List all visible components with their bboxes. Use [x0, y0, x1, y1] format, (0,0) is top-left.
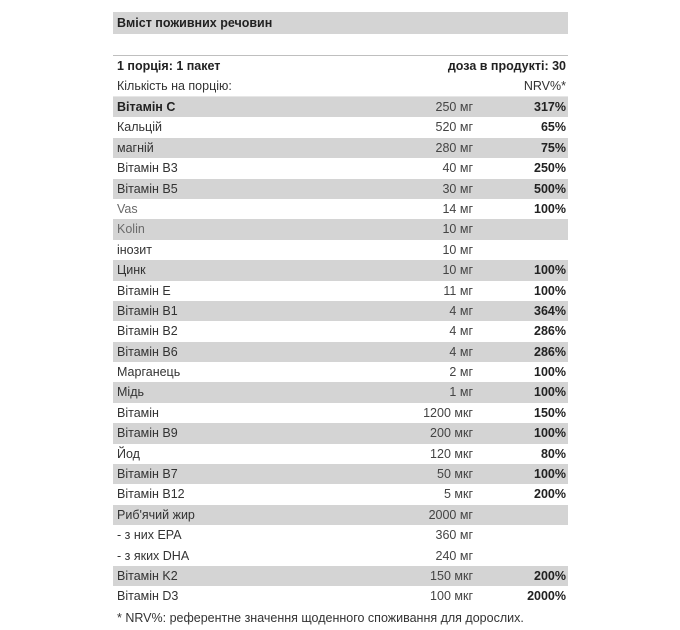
nutrient-nrv: 200% [534, 568, 566, 583]
nutrient-amount: 120 мкг [430, 446, 473, 461]
nutrient-nrv: 75% [540, 140, 566, 155]
footnote: * NRV%: референтне значення щоденного споживання для дорослих. [117, 610, 524, 625]
nutrient-nrv: 286% [534, 344, 566, 359]
table-row [113, 382, 568, 402]
nutrient-amount: 2 мг [449, 365, 473, 380]
serving-row [113, 56, 568, 76]
table-row [113, 219, 568, 239]
nutrient-nrv: 100% [534, 263, 566, 278]
nutrient-name: Вітамін B5 [117, 181, 178, 196]
serving-size: 1 порція: 1 пакет [117, 59, 221, 73]
nutrient-name: Вітамін B6 [117, 344, 178, 359]
nutrient-name: - з них EPA [117, 528, 182, 543]
table-row [113, 321, 568, 341]
table-row [113, 301, 568, 321]
nutrient-amount: 200 мкг [430, 426, 473, 441]
nutrient-amount: 10 мг [442, 222, 473, 237]
table-row [113, 444, 568, 464]
nutrient-name: Кальцій [117, 120, 162, 135]
nutrient-name: Мідь [117, 385, 144, 400]
nutrient-nrv: 100% [534, 385, 566, 400]
table-row [113, 179, 568, 199]
nutrient-amount: 14 мг [442, 201, 473, 216]
nutrient-nrv: 200% [534, 487, 566, 502]
nutrient-name: Vas [117, 201, 138, 216]
nutrient-amount: 240 мг [435, 548, 473, 563]
per-serving-row [113, 76, 568, 97]
nutrient-name: Вітамін B2 [117, 324, 178, 339]
table-row [113, 566, 568, 586]
nutrition-table [113, 12, 568, 627]
nutrient-rows [113, 97, 568, 607]
nutrient-amount: 250 мг [435, 100, 473, 114]
nutrient-amount: 4 мг [449, 324, 473, 339]
table-row [113, 342, 568, 362]
nutrient-amount: 2000 мг [428, 507, 473, 522]
table-row [113, 525, 568, 545]
table-row [113, 240, 568, 260]
nutrient-nrv: 500% [534, 181, 566, 196]
nutrient-name: Вітамін C [117, 100, 176, 114]
nutrient-nrv: 150% [534, 405, 566, 420]
nutrient-name: Вітамін B7 [117, 467, 178, 482]
nutrient-nrv: 100% [534, 201, 566, 216]
nutrient-name: інозит [117, 242, 152, 257]
nutrient-name: Вітамін E [117, 283, 171, 298]
nutrient-nrv: 286% [534, 324, 566, 339]
nutrient-amount: 1 мг [449, 385, 473, 400]
table-row [113, 158, 568, 178]
table-row [113, 586, 568, 606]
nutrient-name: Вітамін D3 [117, 589, 179, 604]
nutrient-amount: 280 мг [435, 140, 473, 155]
table-row [113, 362, 568, 382]
nutrient-amount: 100 мкг [430, 589, 473, 604]
nutrient-amount: 11 мг [443, 283, 473, 298]
nutrient-amount: 520 мг [435, 120, 473, 135]
nutrient-name: Марганець [117, 365, 181, 380]
nutrient-nrv: 65% [540, 120, 566, 135]
nutrient-amount: 50 мкг [437, 467, 473, 482]
nutrient-amount: 360 мг [435, 528, 473, 543]
nutrient-name: Вітамін B9 [117, 426, 178, 441]
nutrient-amount: 4 мг [449, 303, 473, 318]
table-row [113, 505, 568, 525]
nutrient-nrv: 100% [534, 365, 566, 380]
nutrient-nrv: 100% [534, 426, 566, 441]
nutrient-nrv: 364% [534, 303, 566, 318]
nutrient-nrv: 100% [534, 467, 566, 482]
table-row [113, 260, 568, 280]
nrv-header: NRV%* [523, 79, 566, 93]
nutrient-nrv: 317% [534, 100, 566, 114]
nutrient-nrv: 80% [540, 446, 566, 461]
table-row [113, 546, 568, 566]
table-row [113, 423, 568, 443]
nutrient-amount: 40 мг [442, 161, 473, 176]
nutrient-name: Цинк [117, 263, 146, 278]
nutrient-amount: 30 мг [442, 181, 473, 196]
nutrient-name: Вітамін B1 [117, 303, 178, 318]
nutrient-name: Йод [117, 446, 140, 461]
table-row [113, 403, 568, 423]
nutrient-nrv: 2000% [527, 589, 566, 604]
nutrient-name: Вітамін K2 [117, 568, 178, 583]
nutrient-name: - з яких DHA [117, 548, 190, 563]
nutrient-name: Вітамін B12 [117, 487, 185, 502]
nutrient-name: Kolin [117, 222, 145, 237]
table-row [113, 484, 568, 504]
nutrient-amount: 1200 мкг [423, 405, 473, 420]
table-row [113, 117, 568, 137]
table-row [113, 281, 568, 301]
table-title: Вміст поживних речовин [113, 12, 568, 34]
table-row [113, 138, 568, 158]
per-serving-label: Кількість на порцію: [117, 79, 232, 93]
nutrient-nrv: 100% [534, 283, 566, 298]
nutrient-name: магній [117, 140, 154, 155]
table-row [113, 199, 568, 219]
nutrient-name: Вітамін [117, 405, 159, 420]
nutrient-amount: 10 мг [442, 263, 473, 278]
nutrient-name: Вітамін B3 [117, 161, 178, 176]
servings-per-container: доза в продукті: 30 [447, 59, 566, 73]
table-row [113, 464, 568, 484]
nutrient-amount: 4 мг [449, 344, 473, 359]
nutrient-nrv: 250% [534, 161, 566, 176]
nutrient-name: Риб'ячий жир [117, 507, 195, 522]
nutrient-amount: 5 мкг [443, 487, 473, 502]
table-row [113, 97, 568, 117]
nutrient-amount: 10 мг [442, 242, 473, 257]
nutrient-amount: 150 мкг [430, 568, 473, 583]
